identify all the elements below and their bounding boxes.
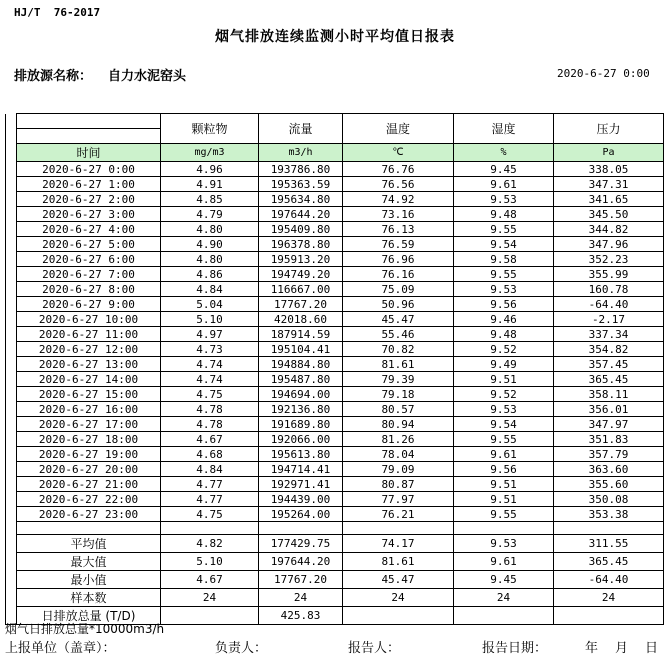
gutter-cell (6, 571, 17, 589)
emission-source (14, 65, 186, 84)
value-cell: 352.23 (554, 252, 664, 267)
value-cell: 9.48 (454, 327, 554, 342)
summary-label-cell: 样本数 (17, 589, 161, 607)
value-cell: 192971.41 (259, 477, 343, 492)
value-cell: 17767.20 (259, 297, 343, 312)
value-cell: 194714.41 (259, 462, 343, 477)
time-cell: 2020-6-27 17:00 (17, 417, 161, 432)
gutter-cell (6, 372, 17, 387)
time-cell: 2020-6-27 16:00 (17, 402, 161, 417)
data-row (6, 312, 664, 327)
time-cell: 2020-6-27 23:00 (17, 507, 161, 522)
value-cell: 9.61 (454, 177, 554, 192)
time-cell: 2020-6-27 0:00 (17, 162, 161, 177)
value-cell: 4.68 (161, 447, 259, 462)
time-cell: 2020-6-27 19:00 (17, 447, 161, 462)
value-cell (454, 607, 554, 625)
value-cell: 194749.20 (259, 267, 343, 282)
value-cell: 4.67 (161, 571, 259, 589)
value-cell: 4.74 (161, 372, 259, 387)
value-cell: 191689.80 (259, 417, 343, 432)
time-cell: 2020-6-27 5:00 (17, 237, 161, 252)
value-cell: 353.38 (554, 507, 664, 522)
time-cell: 2020-6-27 8:00 (17, 282, 161, 297)
emission-source-label: 排放源名称： (14, 69, 93, 84)
time-header: 时间 (17, 144, 161, 162)
time-cell: 2020-6-27 2:00 (17, 192, 161, 207)
data-row (6, 342, 664, 357)
value-cell: 4.84 (161, 462, 259, 477)
value-cell (161, 607, 259, 625)
value-cell: 4.91 (161, 177, 259, 192)
gutter-cell (6, 222, 17, 237)
value-cell: 9.53 (454, 535, 554, 553)
column-header-temperature: 温度 (343, 114, 454, 144)
month-label: 月 (615, 641, 629, 656)
value-cell: 4.97 (161, 327, 259, 342)
time-cell: 2020-6-27 4:00 (17, 222, 161, 237)
value-cell: 365.45 (554, 553, 664, 571)
time-cell: 2020-6-27 1:00 (17, 177, 161, 192)
year-label: 年 (585, 641, 599, 656)
value-cell: 9.53 (454, 192, 554, 207)
gutter-cell (6, 447, 17, 462)
value-cell: 80.57 (343, 402, 454, 417)
value-cell: 24 (454, 589, 554, 607)
value-cell: 4.86 (161, 267, 259, 282)
value-cell: 4.80 (161, 252, 259, 267)
data-row (6, 402, 664, 417)
summary-row (6, 571, 664, 589)
value-cell: 79.18 (343, 387, 454, 402)
value-cell: 42018.60 (259, 312, 343, 327)
data-row (6, 282, 664, 297)
value-cell: 357.45 (554, 357, 664, 372)
time-cell: 2020-6-27 12:00 (17, 342, 161, 357)
gutter-cell (6, 492, 17, 507)
value-cell: 345.50 (554, 207, 664, 222)
gutter-cell (6, 192, 17, 207)
unit-header-row (6, 144, 664, 162)
value-cell: 116667.00 (259, 282, 343, 297)
value-cell (343, 607, 454, 625)
value-cell: 76.56 (343, 177, 454, 192)
value-cell: 195913.20 (259, 252, 343, 267)
data-row (6, 297, 664, 312)
gutter-cell (6, 387, 17, 402)
value-cell: 4.75 (161, 507, 259, 522)
value-cell: 81.61 (343, 553, 454, 571)
value-cell: 4.77 (161, 492, 259, 507)
value-cell: 73.16 (343, 207, 454, 222)
data-row (6, 417, 664, 432)
value-cell: 5.10 (161, 553, 259, 571)
value-cell: 197644.20 (259, 553, 343, 571)
value-cell: 347.97 (554, 417, 664, 432)
value-cell: 76.96 (343, 252, 454, 267)
data-row (6, 222, 664, 237)
data-row (6, 267, 664, 282)
value-cell: 24 (554, 589, 664, 607)
data-row (6, 492, 664, 507)
reporter-label: 报告人： (348, 641, 401, 656)
value-cell: 4.80 (161, 222, 259, 237)
value-cell: 9.55 (454, 432, 554, 447)
gutter-cell (6, 297, 17, 312)
value-cell: 79.39 (343, 372, 454, 387)
value-cell: 4.73 (161, 342, 259, 357)
value-cell: 9.49 (454, 357, 554, 372)
value-cell: 195363.59 (259, 177, 343, 192)
time-cell (17, 522, 161, 535)
value-cell: 4.79 (161, 207, 259, 222)
gutter-cell (6, 207, 17, 222)
summary-row (6, 589, 664, 607)
gutter-cell (6, 357, 17, 372)
data-row (6, 177, 664, 192)
data-row (6, 477, 664, 492)
value-cell: 9.56 (454, 462, 554, 477)
time-cell: 2020-6-27 11:00 (17, 327, 161, 342)
value-cell: 192136.80 (259, 402, 343, 417)
time-cell: 2020-6-27 20:00 (17, 462, 161, 477)
value-cell: 4.77 (161, 477, 259, 492)
gutter-cell (6, 237, 17, 252)
value-cell (554, 607, 664, 625)
value-cell: 4.67 (161, 432, 259, 447)
time-cell: 2020-6-27 13:00 (17, 357, 161, 372)
value-cell: 9.54 (454, 237, 554, 252)
standard-code: HJ/T 76-2017 (14, 6, 101, 19)
value-cell: 194884.80 (259, 357, 343, 372)
value-cell: 350.08 (554, 492, 664, 507)
value-cell: -64.40 (554, 571, 664, 589)
data-row (6, 432, 664, 447)
value-cell: -64.40 (554, 297, 664, 312)
data-row (6, 162, 664, 177)
value-cell: 50.96 (343, 297, 454, 312)
value-cell: 9.51 (454, 372, 554, 387)
value-cell: 192066.00 (259, 432, 343, 447)
value-cell: 76.76 (343, 162, 454, 177)
gutter-cell (6, 553, 17, 571)
value-cell: 80.94 (343, 417, 454, 432)
value-cell: 9.53 (454, 402, 554, 417)
gutter-cell (6, 312, 17, 327)
value-cell: 76.13 (343, 222, 454, 237)
value-cell: 9.45 (454, 571, 554, 589)
value-cell: 76.21 (343, 507, 454, 522)
unit-temperature: ℃ (343, 144, 454, 162)
time-cell: 2020-6-27 15:00 (17, 387, 161, 402)
value-cell: 4.85 (161, 192, 259, 207)
time-header-blank-bottom (17, 129, 161, 144)
value-cell: 358.11 (554, 387, 664, 402)
value-cell: 9.52 (454, 387, 554, 402)
data-row (6, 387, 664, 402)
emission-source-name: 自力水泥窑头 (108, 69, 187, 84)
summary-row (6, 535, 664, 553)
value-cell: 356.01 (554, 402, 664, 417)
summary-row (6, 553, 664, 571)
summary-label-cell: 日排放总量 (T/D) (17, 607, 161, 625)
value-cell: 354.82 (554, 342, 664, 357)
gutter-cell (6, 535, 17, 553)
time-cell: 2020-6-27 3:00 (17, 207, 161, 222)
value-cell: 9.55 (454, 267, 554, 282)
value-cell (161, 522, 259, 535)
day-label: 日 (645, 641, 659, 656)
table-body (6, 162, 664, 625)
value-cell: 344.82 (554, 222, 664, 237)
unit-flow: m3/h (259, 144, 343, 162)
value-cell: 338.05 (554, 162, 664, 177)
gutter-cell (6, 267, 17, 282)
gutter-cell (6, 144, 17, 162)
time-cell: 2020-6-27 7:00 (17, 267, 161, 282)
value-cell: 311.55 (554, 535, 664, 553)
gutter-cell (6, 177, 17, 192)
value-cell: 55.46 (343, 327, 454, 342)
value-cell: 81.61 (343, 357, 454, 372)
value-cell: 195104.41 (259, 342, 343, 357)
value-cell (454, 522, 554, 535)
value-cell: 9.52 (454, 342, 554, 357)
value-cell: 4.75 (161, 387, 259, 402)
value-cell: 9.51 (454, 477, 554, 492)
column-header-humidity: 湿度 (454, 114, 554, 144)
gutter-cell (6, 507, 17, 522)
time-cell: 2020-6-27 6:00 (17, 252, 161, 267)
value-cell: 76.59 (343, 237, 454, 252)
column-header-particulate: 颗粒物 (161, 114, 259, 144)
value-cell: 79.09 (343, 462, 454, 477)
data-row (6, 252, 664, 267)
gutter-cell (6, 114, 17, 129)
gutter-cell (6, 162, 17, 177)
value-cell: 341.65 (554, 192, 664, 207)
spacer-row (6, 522, 664, 535)
value-cell: 365.45 (554, 372, 664, 387)
value-cell: 74.92 (343, 192, 454, 207)
value-cell: 4.74 (161, 357, 259, 372)
value-cell: 347.31 (554, 177, 664, 192)
page-title: 烟气排放连续监测小时平均值日报表 (215, 29, 455, 45)
time-cell: 2020-6-27 22:00 (17, 492, 161, 507)
value-cell: 5.04 (161, 297, 259, 312)
value-cell: 4.82 (161, 535, 259, 553)
time-cell: 2020-6-27 18:00 (17, 432, 161, 447)
value-cell: 5.10 (161, 312, 259, 327)
value-cell: 9.53 (454, 282, 554, 297)
value-cell: 9.51 (454, 492, 554, 507)
value-cell: 9.46 (454, 312, 554, 327)
value-cell: 9.61 (454, 447, 554, 462)
value-cell: 196378.80 (259, 237, 343, 252)
value-cell: -2.17 (554, 312, 664, 327)
unit-particulate: mg/m3 (161, 144, 259, 162)
value-cell: 17767.20 (259, 571, 343, 589)
gutter-cell (6, 129, 17, 144)
value-cell: 24 (259, 589, 343, 607)
value-cell: 4.90 (161, 237, 259, 252)
gutter-cell (6, 462, 17, 477)
value-cell: 195613.80 (259, 447, 343, 462)
value-cell: 9.56 (454, 297, 554, 312)
value-cell: 425.83 (259, 607, 343, 625)
value-cell: 24 (343, 589, 454, 607)
gutter-cell (6, 417, 17, 432)
value-cell: 194694.00 (259, 387, 343, 402)
value-cell: 9.55 (454, 222, 554, 237)
gutter-cell (6, 327, 17, 342)
value-cell: 194439.00 (259, 492, 343, 507)
value-cell: 9.55 (454, 507, 554, 522)
value-cell: 357.79 (554, 447, 664, 462)
value-cell: 77.97 (343, 492, 454, 507)
time-cell: 2020-6-27 21:00 (17, 477, 161, 492)
value-cell: 195634.80 (259, 192, 343, 207)
data-row (6, 192, 664, 207)
summary-label-cell: 最小值 (17, 571, 161, 589)
value-cell (343, 522, 454, 535)
value-cell: 70.82 (343, 342, 454, 357)
param-header-row (6, 114, 664, 129)
table-header (6, 114, 664, 162)
responsible-person-label: 负责人： (215, 641, 268, 656)
column-header-flow: 流量 (259, 114, 343, 144)
value-cell: 160.78 (554, 282, 664, 297)
value-cell: 351.83 (554, 432, 664, 447)
value-cell: 9.61 (454, 553, 554, 571)
value-cell: 45.47 (343, 312, 454, 327)
gutter-cell (6, 477, 17, 492)
value-cell: 24 (161, 589, 259, 607)
value-cell: 9.58 (454, 252, 554, 267)
value-cell: 9.54 (454, 417, 554, 432)
data-row (6, 372, 664, 387)
value-cell: 81.26 (343, 432, 454, 447)
unit-pressure: Pa (554, 144, 664, 162)
value-cell: 74.17 (343, 535, 454, 553)
report-date-label: 报告日期： (482, 641, 548, 656)
gutter-cell (6, 342, 17, 357)
data-row (6, 507, 664, 522)
data-row (6, 207, 664, 222)
column-header-pressure: 压力 (554, 114, 664, 144)
gutter-cell (6, 252, 17, 267)
time-cell: 2020-6-27 10:00 (17, 312, 161, 327)
value-cell: 195487.80 (259, 372, 343, 387)
value-cell: 45.47 (343, 571, 454, 589)
value-cell (259, 522, 343, 535)
time-cell: 2020-6-27 14:00 (17, 372, 161, 387)
data-row (6, 462, 664, 477)
value-cell: 80.87 (343, 477, 454, 492)
time-cell: 2020-6-27 9:00 (17, 297, 161, 312)
summary-label-cell: 最大值 (17, 553, 161, 571)
time-header-blank-top (17, 114, 161, 129)
value-cell: 4.78 (161, 402, 259, 417)
value-cell: 195409.80 (259, 222, 343, 237)
value-cell: 337.34 (554, 327, 664, 342)
value-cell: 76.16 (343, 267, 454, 282)
gutter-cell (6, 432, 17, 447)
value-cell: 9.45 (454, 162, 554, 177)
data-row (6, 237, 664, 252)
signature-line (0, 637, 670, 656)
data-row (6, 327, 664, 342)
gutter-cell (6, 402, 17, 417)
data-row (6, 447, 664, 462)
value-cell: 195264.00 (259, 507, 343, 522)
value-cell: 363.60 (554, 462, 664, 477)
gutter-cell (6, 522, 17, 535)
value-cell: 187914.59 (259, 327, 343, 342)
total-emission-note: 烟气日排放总量*10000m3/h (5, 622, 165, 636)
value-cell: 9.48 (454, 207, 554, 222)
summary-label-cell: 平均值 (17, 535, 161, 553)
value-cell: 4.84 (161, 282, 259, 297)
value-cell: 4.78 (161, 417, 259, 432)
report-datetime: 2020-6-27 0:00 (557, 67, 650, 80)
monitoring-table (5, 113, 664, 625)
reporting-unit-label: 上报单位（盖章）： (5, 641, 116, 656)
value-cell: 347.96 (554, 237, 664, 252)
gutter-cell (6, 282, 17, 297)
value-cell: 4.96 (161, 162, 259, 177)
value-cell: 197644.20 (259, 207, 343, 222)
value-cell: 355.60 (554, 477, 664, 492)
value-cell: 78.04 (343, 447, 454, 462)
value-cell: 75.09 (343, 282, 454, 297)
unit-humidity: % (454, 144, 554, 162)
value-cell: 177429.75 (259, 535, 343, 553)
value-cell: 193786.80 (259, 162, 343, 177)
data-row (6, 357, 664, 372)
value-cell: 355.99 (554, 267, 664, 282)
value-cell (554, 522, 664, 535)
gutter-cell (6, 589, 17, 607)
